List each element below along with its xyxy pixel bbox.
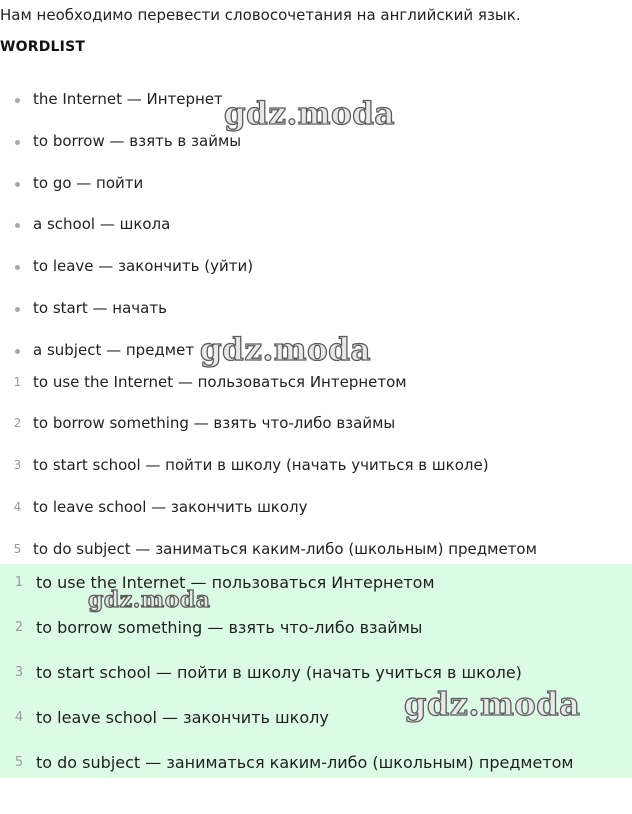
phrase-item bbox=[0, 411, 395, 435]
wordlist-item-text: the Internet — Интернет bbox=[33, 90, 223, 108]
item-number: 2 bbox=[13, 416, 22, 430]
item-number: 3 bbox=[14, 664, 24, 680]
highlighted-phrase-item bbox=[0, 749, 574, 775]
phrase-item bbox=[0, 370, 407, 394]
bullet-icon bbox=[0, 217, 33, 231]
watermark-logo: gdz.moda bbox=[404, 685, 581, 723]
phrase-text: to do subject — заниматься каким-либо (школьным) предметом bbox=[36, 752, 574, 772]
item-number: 1 bbox=[13, 375, 22, 389]
wordlist-item-text: a school — школа bbox=[33, 215, 171, 233]
wordlist-item-text: to go — пойти bbox=[33, 174, 144, 192]
bullet-icon bbox=[0, 259, 33, 273]
wordlist-item bbox=[0, 296, 167, 320]
watermark-logo: gdz.moda bbox=[88, 587, 211, 613]
phrase-text: to start school — пойти в школу (начать учиться в школе) bbox=[33, 456, 489, 474]
wordlist-item-text: to leave — закончить (уйти) bbox=[33, 257, 254, 275]
wordlist-item bbox=[0, 212, 170, 236]
item-number: 3 bbox=[13, 458, 22, 472]
watermark-logo: gdz.moda bbox=[200, 332, 371, 368]
phrase-text: to borrow something — взять что-либо взаймы bbox=[36, 617, 423, 637]
watermark-logo: gdz.moda bbox=[224, 96, 395, 132]
phrase-item bbox=[0, 453, 489, 477]
phrase-text: to use the Internet — пользоваться Интернетом bbox=[33, 373, 407, 391]
wordlist-item bbox=[0, 338, 194, 362]
intro-text: Нам необходимо перевести словосочетания на английский язык. bbox=[0, 6, 521, 24]
phrase-text: to use the Internet — пользоваться Интернетом bbox=[36, 572, 435, 592]
item-number: 4 bbox=[14, 709, 24, 725]
bullet-icon bbox=[0, 176, 33, 190]
wordlist-item bbox=[0, 254, 253, 278]
phrase-text: to borrow something — взять что-либо взаймы bbox=[33, 414, 396, 432]
bullet-icon bbox=[0, 301, 33, 315]
phrase-text: to start school — пойти в школу (начать учиться в школе) bbox=[36, 662, 522, 682]
phrase-text: to leave school — закончить школу bbox=[33, 498, 308, 516]
wordlist-item-text: a subject — предмет bbox=[33, 341, 195, 359]
wordlist-item-text: to start — начать bbox=[33, 299, 167, 317]
phrase-text: to do subject — заниматься каким-либо (школьным) предметом bbox=[33, 540, 537, 558]
wordlist-item bbox=[0, 129, 241, 153]
bullet-icon bbox=[0, 92, 33, 106]
wordlist-item bbox=[0, 87, 223, 111]
highlighted-phrase-item bbox=[0, 614, 422, 640]
phrase-item bbox=[0, 495, 308, 519]
bullet-icon bbox=[0, 134, 33, 148]
phrase-item bbox=[0, 537, 537, 561]
phrase-text: to leave school — закончить школу bbox=[36, 707, 329, 727]
wordlist-item-text: to borrow — взять в займы bbox=[33, 132, 242, 150]
highlighted-phrase-item bbox=[0, 659, 522, 685]
bullet-icon bbox=[0, 343, 33, 357]
item-number: 4 bbox=[13, 500, 22, 514]
item-number: 5 bbox=[13, 542, 22, 556]
item-number: 2 bbox=[14, 619, 24, 635]
highlighted-phrase-item bbox=[0, 569, 435, 595]
wordlist-heading: WORDLIST bbox=[0, 39, 86, 55]
wordlist-item bbox=[0, 171, 143, 195]
item-number: 5 bbox=[14, 754, 24, 770]
item-number: 1 bbox=[14, 574, 24, 590]
highlighted-phrase-item bbox=[0, 704, 329, 730]
